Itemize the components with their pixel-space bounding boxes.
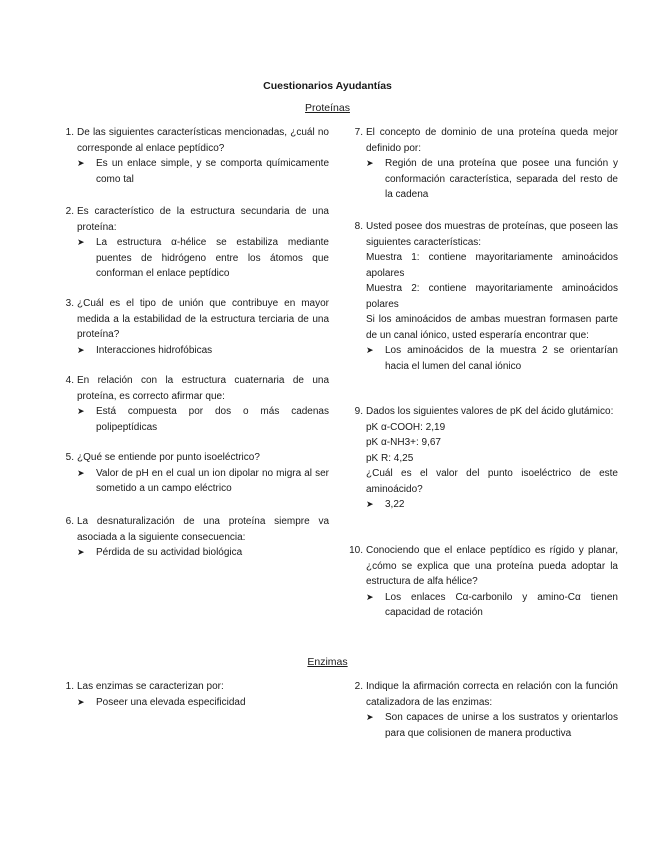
answer-text: Los aminoácidos de la muestra 2 se orientarían hacia el lumen del canal iónico: [385, 345, 618, 372]
question-number: 5.: [65, 452, 74, 463]
question-item: [354, 219, 618, 374]
question-text: Usted posee dos muestras de proteínas, que poseen las siguientes características:: [366, 221, 618, 248]
arrow-bullet-icon: ➤: [77, 547, 85, 557]
question-number: 7.: [354, 127, 363, 138]
question-item: [354, 404, 618, 513]
question-number: 9.: [354, 406, 363, 417]
pk-value: pK α-COOH: 2,19: [366, 421, 446, 433]
answer-item: [77, 404, 329, 435]
question-text: De las siguientes características mencionadas, ¿cuál no corresponde al enlace peptídico?: [77, 127, 329, 154]
answer-item: [77, 343, 329, 359]
question-text: Es característico de la estructura secundaria de una proteína:: [77, 206, 329, 233]
answer-text: Es un enlace simple, y se comporta químicamente como tal: [96, 158, 329, 185]
arrow-bullet-icon: ➤: [366, 345, 374, 355]
question-number: 2.: [65, 206, 74, 217]
arrow-bullet-icon: ➤: [366, 712, 374, 722]
question-text: Indique la afirmación correcta en relación con la función catalizadora de las enzimas:: [366, 681, 618, 708]
question-item: [65, 296, 329, 358]
question-number: 1.: [65, 681, 74, 692]
question-item: [65, 125, 329, 187]
question-text: ¿Cuál es el tipo de unión que contribuye en mayor medida a la estabilidad de la estructura terciaria de una proteína?: [77, 298, 329, 340]
answer-text: Los enlaces Cα-carbonilo y amino-Cα tienen capacidad de rotación: [385, 591, 618, 618]
question-number: 8.: [354, 221, 363, 232]
arrow-bullet-icon: ➤: [77, 406, 85, 416]
answer-text: La estructura α-hélice se estabiliza mediante puentes de hidrógeno entre los átomos que conforman el enlace peptídico: [96, 237, 329, 279]
answer-item: [77, 466, 329, 497]
arrow-bullet-icon: ➤: [77, 158, 85, 168]
arrow-bullet-icon: ➤: [77, 237, 85, 247]
question-number: 3.: [65, 298, 74, 309]
answer-item: [366, 590, 618, 621]
question-text: En relación con la estructura cuaternaria de una proteína, es correcto afirmar que:: [77, 375, 329, 402]
question-number: 6.: [65, 516, 74, 527]
answer-text: Son capaces de unirse a los sustratos y orientarlos para que colisionen de manera productiva: [385, 712, 618, 739]
question-item: [349, 543, 618, 621]
answer-text: 3,22: [385, 499, 405, 510]
question-item: [65, 204, 329, 282]
answer-item: [77, 545, 329, 561]
answer-item: [366, 497, 618, 513]
section-heading-proteinas: Proteínas: [305, 102, 350, 114]
question-item: [354, 125, 618, 203]
question-text: El concepto de dominio de una proteína queda mejor definido por:: [366, 127, 618, 154]
answer-text: Valor de pH en el cual un ion dipolar no migra al ser sometido a un campo eléctrico: [96, 467, 329, 494]
answer-text: Interacciones hidrofóbicas: [96, 344, 213, 356]
question-item: [65, 679, 329, 710]
question-text: Las enzimas se caracterizan por:: [77, 681, 224, 692]
answer-item: [366, 343, 618, 374]
arrow-bullet-icon: ➤: [77, 696, 85, 707]
document-title: Cuestionarios Ayudantías: [263, 80, 392, 92]
arrow-bullet-icon: ➤: [366, 158, 374, 168]
arrow-bullet-icon: ➤: [77, 344, 85, 355]
pk-value: pK α-NH3+: 9,67: [366, 437, 441, 448]
question-followup: Si los aminoácidos de ambas muestran formasen parte de un canal iónico, usted esperaría encontrar que:: [366, 314, 618, 341]
arrow-bullet-icon: ➤: [366, 499, 374, 509]
question-item: [65, 373, 329, 435]
answer-item: [77, 695, 329, 711]
section-heading-enzimas: Enzimas: [307, 656, 348, 668]
question-number: 2.: [354, 681, 363, 692]
answer-text: Pérdida de su actividad biológica: [96, 547, 243, 558]
answer-item: [77, 156, 329, 187]
sample-description: Muestra 2: contiene mayoritariamente aminoácidos polares: [366, 283, 618, 310]
question-number: 1.: [65, 127, 74, 138]
answer-text: Poseer una elevada especificidad: [96, 696, 246, 708]
question-followup: ¿Cuál es el valor del punto isoeléctrico de este aminoácido?: [366, 468, 618, 495]
sample-description: Muestra 1: contiene mayoritariamente aminoácidos apolares: [366, 252, 618, 279]
question-text: ¿Qué se entiende por punto isoeléctrico?: [77, 452, 260, 463]
question-item: [354, 679, 618, 741]
arrow-bullet-icon: ➤: [366, 591, 374, 602]
question-number: 4.: [65, 375, 74, 386]
pk-value: pK R: 4,25: [366, 452, 414, 464]
question-number: 10.: [349, 545, 363, 556]
question-text: La desnaturalización de una proteína siempre va asociada a la siguiente consecuencia:: [77, 516, 329, 543]
arrow-bullet-icon: ➤: [77, 467, 85, 478]
answer-item: [77, 235, 329, 282]
question-item: [65, 514, 329, 561]
answer-text: Está compuesta por dos o más cadenas polipeptídicas: [96, 406, 329, 433]
question-item: [65, 450, 329, 497]
answer-item: [366, 156, 618, 203]
question-text: Dados los siguientes valores de pK del ácido glutámico:: [366, 406, 614, 417]
answer-text: Región de una proteína que posee una función y conformación característica, separada del resto de la cadena: [385, 158, 618, 200]
answer-item: [366, 710, 618, 741]
question-text: Conociendo que el enlace peptídico es rígido y planar, ¿cómo se explica que una proteína pueda adoptar la estructura de alfa hélice?: [366, 545, 618, 587]
